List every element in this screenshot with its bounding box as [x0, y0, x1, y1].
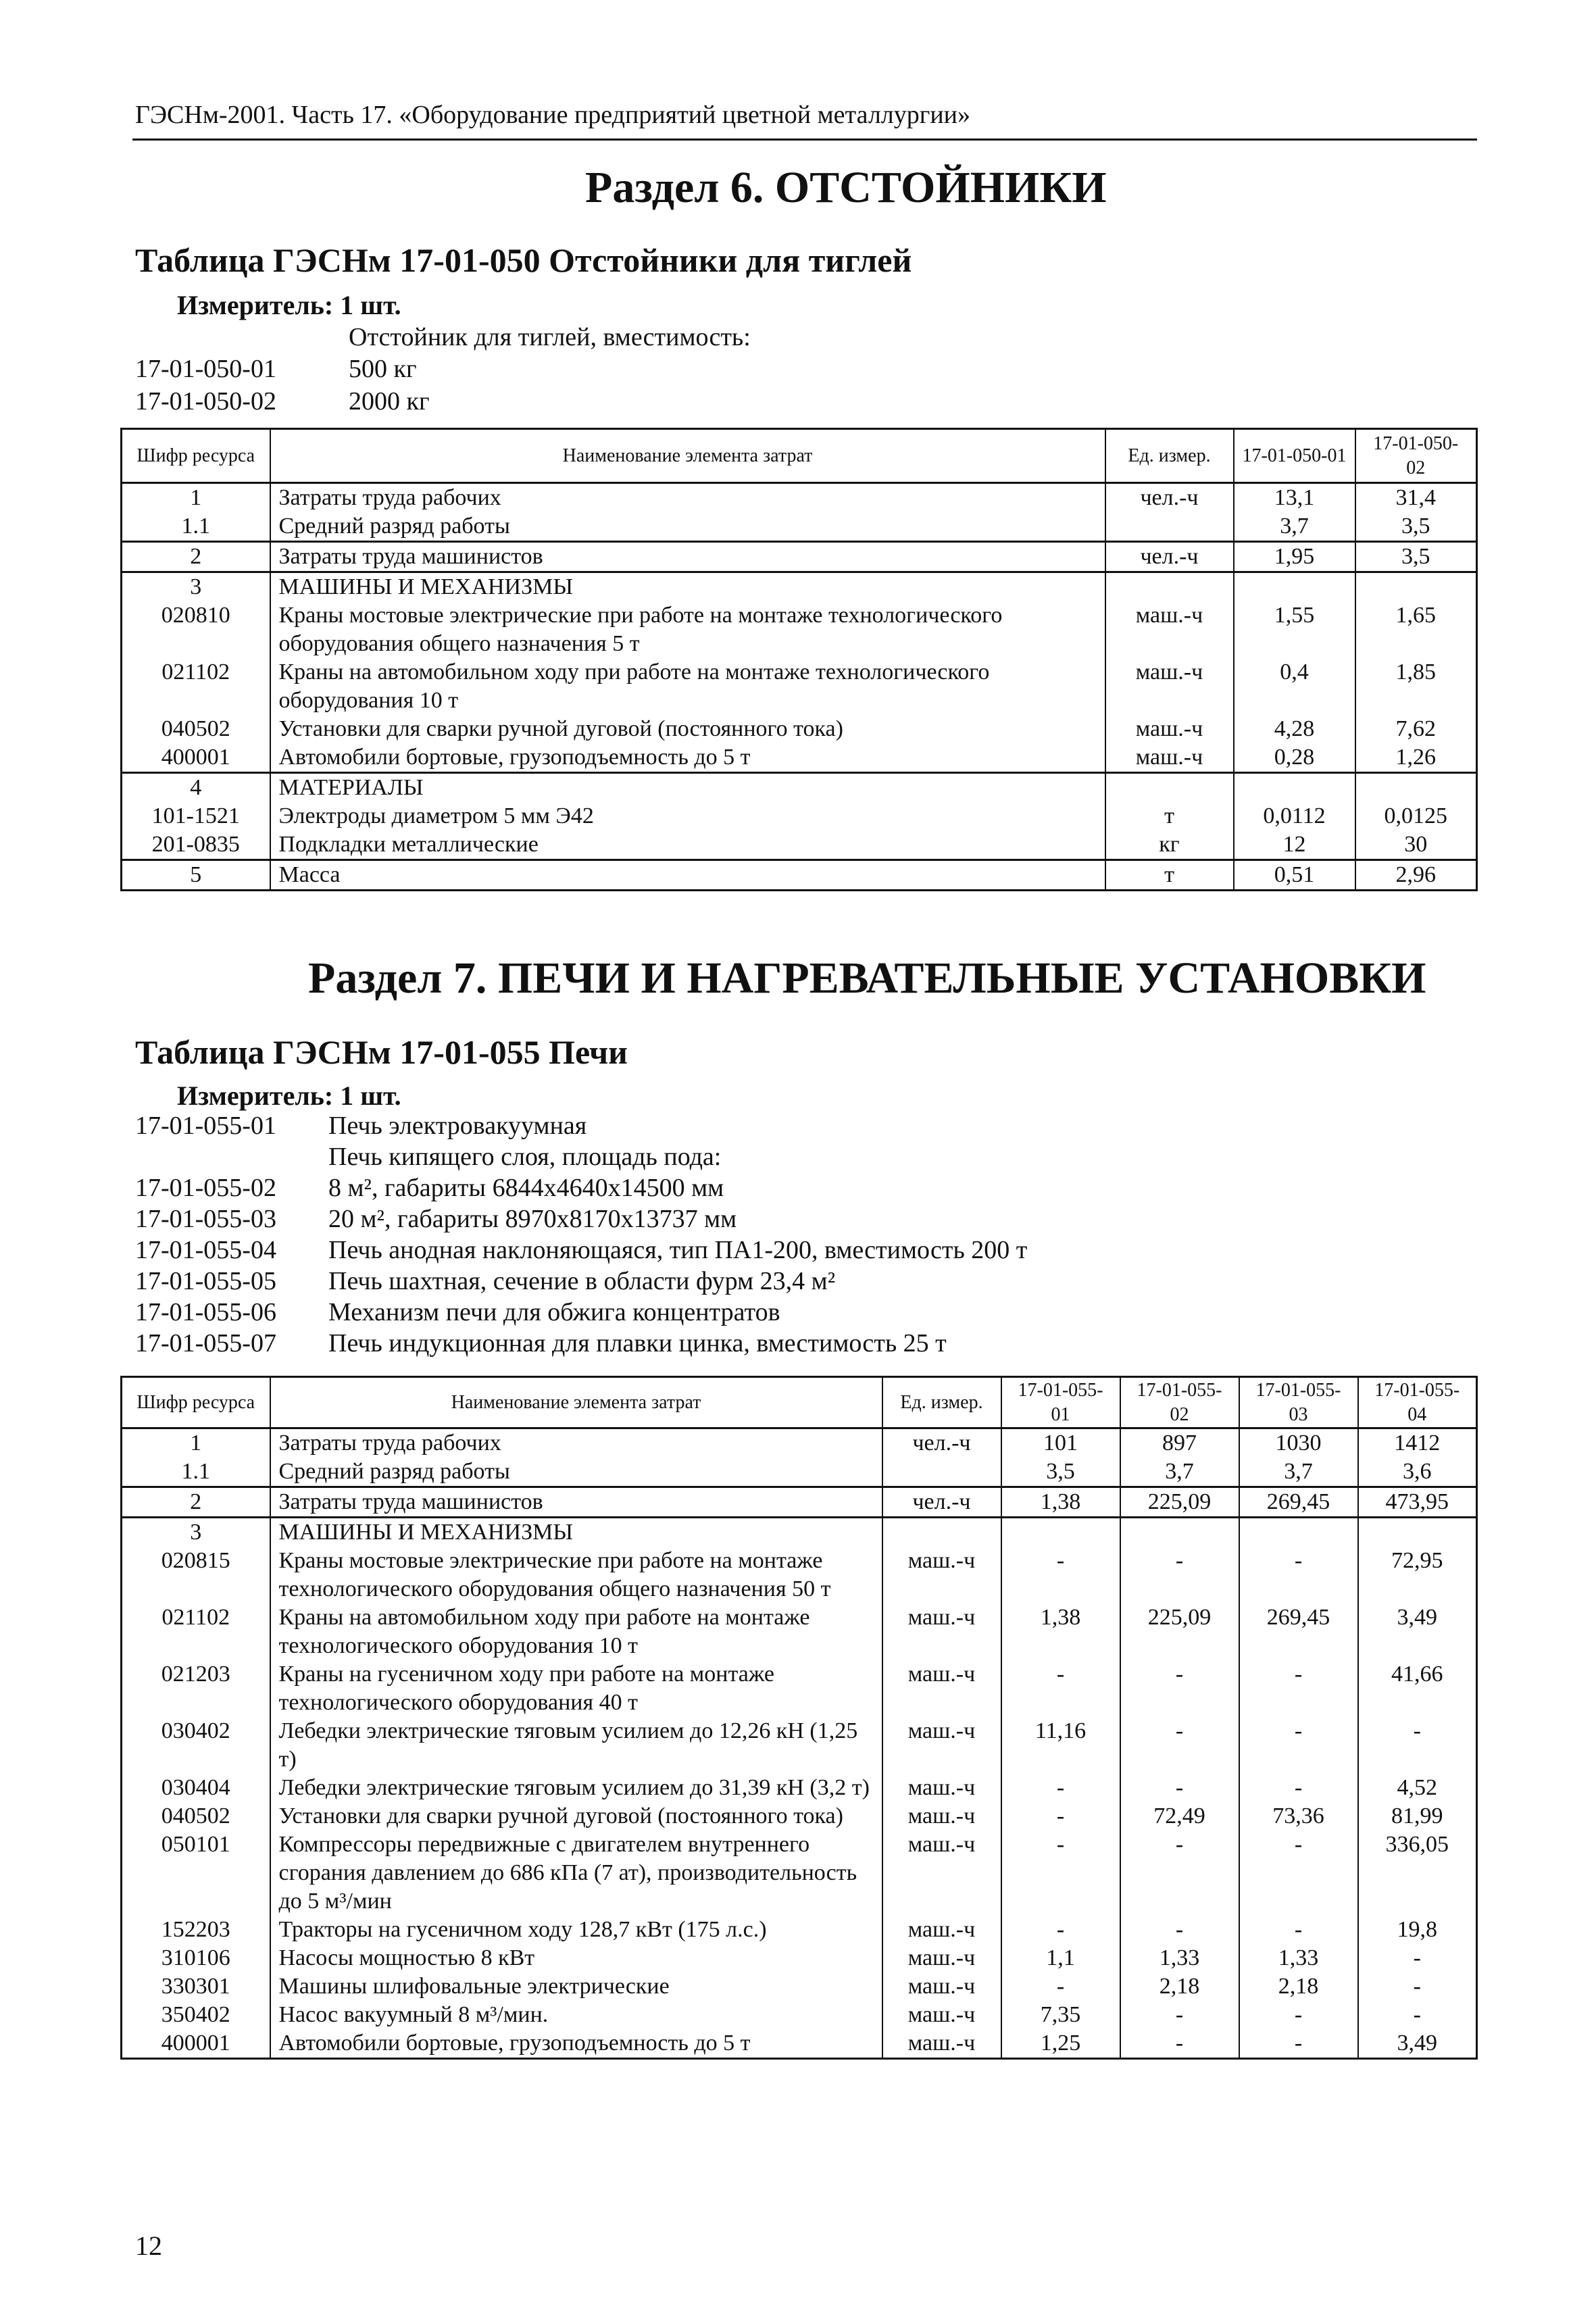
value-cell: 1,55 — [1234, 601, 1355, 658]
cost-element-name: Средний разряд работы — [270, 1458, 882, 1487]
resource-code: 030402 — [122, 1717, 270, 1774]
value-cell: 3,7 — [1120, 1458, 1239, 1487]
cost-element-name: Затраты труда машинистов — [270, 542, 1105, 572]
unit-cell: маш.-ч — [882, 2001, 1001, 2029]
value-cell: - — [1001, 1831, 1120, 1916]
cost-element-name: Электроды диаметром 5 мм Э42 — [270, 802, 1105, 830]
value-cell — [1355, 773, 1477, 803]
value-cell: 225,09 — [1120, 1487, 1239, 1518]
table-row — [122, 743, 1477, 773]
header-col-3: 17-01-055-03 — [1239, 1377, 1358, 1428]
resource-code: 350402 — [122, 2001, 270, 2029]
value-cell: 3,7 — [1239, 1458, 1358, 1487]
value-cell: - — [1120, 1831, 1239, 1916]
cost-element-name: МАШИНЫ И МЕХАНИЗМЫ — [270, 572, 1105, 602]
value-cell: - — [1120, 1916, 1239, 1944]
cost-element-name: Подкладки металлические — [270, 830, 1105, 860]
resource-code: 310106 — [122, 1944, 270, 1972]
value-cell: 0,0125 — [1355, 802, 1477, 830]
resource-code: 1 — [122, 1428, 270, 1458]
unit-cell: маш.-ч — [882, 1972, 1001, 2001]
header-unit: Ед. измер. — [882, 1377, 1001, 1428]
resource-code: 1.1 — [122, 1458, 270, 1487]
header-cost-element: Наименование элемента затрат — [270, 429, 1105, 483]
item-description: Механизм печи для обжига концентратов — [328, 1298, 780, 1326]
value-cell: 1,33 — [1239, 1944, 1358, 1972]
unit-cell — [882, 1518, 1001, 1547]
resource-code: 030404 — [122, 1774, 270, 1802]
value-cell: 1,38 — [1001, 1487, 1120, 1518]
value-cell — [1355, 572, 1477, 602]
table-row — [122, 1916, 1477, 1944]
value-cell: - — [1001, 1916, 1120, 1944]
row-group — [122, 1428, 1477, 1487]
unit-cell: чел.-ч — [882, 1487, 1001, 1518]
table-050-measure: Измеритель: 1 шт. — [177, 290, 401, 320]
item-code: 17-01-050-02 — [135, 387, 276, 416]
cost-element-name: Установки для сварки ручной дуговой (постоянного тока) — [270, 715, 1105, 743]
resource-code: 020810 — [122, 601, 270, 658]
item-code: 17-01-055-01 — [135, 1112, 276, 1140]
table-row — [122, 2029, 1477, 2059]
cost-element-name: Автомобили бортовые, грузоподъемность до 5 т — [270, 743, 1105, 773]
header-col-4: 17-01-055-04 — [1358, 1377, 1477, 1428]
value-cell: 2,18 — [1239, 1972, 1358, 2001]
header-unit: Ед. измер. — [1105, 429, 1234, 483]
unit-cell: маш.-ч — [882, 1774, 1001, 1802]
resource-code: 021102 — [122, 1603, 270, 1660]
table-row — [122, 512, 1477, 542]
value-cell: 0,28 — [1234, 743, 1355, 773]
value-cell: - — [1001, 1802, 1120, 1831]
value-cell — [1234, 773, 1355, 803]
resource-code: 5 — [122, 860, 270, 891]
value-cell: - — [1120, 1774, 1239, 1802]
value-cell: 72,95 — [1358, 1547, 1477, 1603]
table-row — [122, 1428, 1477, 1458]
table-row — [122, 1487, 1477, 1518]
table-row — [122, 1802, 1477, 1831]
resource-code: 040502 — [122, 715, 270, 743]
value-cell: 2,18 — [1120, 1972, 1239, 2001]
cost-element-name: МАШИНЫ И МЕХАНИЗМЫ — [270, 1518, 882, 1547]
cost-element-name: Затраты труда рабочих — [270, 1428, 882, 1458]
item-code: 17-01-055-03 — [135, 1205, 276, 1233]
table-050-title: Таблица ГЭСНм 17-01-050 Отстойники для тиглей — [135, 241, 912, 279]
value-cell: 0,4 — [1234, 658, 1355, 715]
header-col-2: 17-01-055-02 — [1120, 1377, 1239, 1428]
row-group — [122, 1487, 1477, 1518]
item-description: 20 м², габариты 8970х8170х13737 мм — [328, 1205, 737, 1233]
value-cell: - — [1358, 1717, 1477, 1774]
item-description: Печь индукционная для плавки цинка, вместимость 25 т — [328, 1329, 947, 1358]
table-055-measure: Измеритель: 1 шт. — [177, 1080, 401, 1111]
cost-element-name: Краны на автомобильном ходу при работе на монтаже технологического оборудования 10 т — [270, 658, 1105, 715]
cost-element-name: Краны мостовые электрические при работе на монтаже технологического оборудования общего назначения 50 т — [270, 1547, 882, 1603]
item-description: Печь кипящего слоя, площадь пода: — [328, 1143, 722, 1171]
resource-code: 021203 — [122, 1660, 270, 1717]
table-row — [122, 1774, 1477, 1802]
header-cost-element: Наименование элемента затрат — [270, 1377, 882, 1428]
item-description: Печь шахтная, сечение в области фурм 23,4 м² — [328, 1267, 836, 1295]
item-code: 17-01-055-07 — [135, 1329, 276, 1358]
value-cell: 7,62 — [1355, 715, 1477, 743]
value-cell: 13,1 — [1234, 483, 1355, 513]
value-cell: - — [1358, 2001, 1477, 2029]
table-row — [122, 715, 1477, 743]
table-050-intro: Отстойник для тиглей, вместимость: — [349, 323, 751, 351]
unit-cell: кг — [1105, 830, 1234, 860]
value-cell: - — [1001, 1774, 1120, 1802]
value-cell: - — [1239, 2029, 1358, 2059]
value-cell: - — [1001, 1972, 1120, 2001]
resource-code: 021102 — [122, 658, 270, 715]
value-cell: 0,0112 — [1234, 802, 1355, 830]
unit-cell: т — [1105, 802, 1234, 830]
unit-cell — [1105, 512, 1234, 542]
resource-code: 3 — [122, 572, 270, 602]
value-cell: 3,49 — [1358, 1603, 1477, 1660]
value-cell: - — [1120, 1660, 1239, 1717]
unit-cell: т — [1105, 860, 1234, 891]
value-cell: - — [1239, 2001, 1358, 2029]
value-cell: 19,8 — [1358, 1916, 1477, 1944]
header-divider — [132, 139, 1477, 141]
value-cell: 3,5 — [1355, 512, 1477, 542]
header-col-1: 17-01-055-01 — [1001, 1377, 1120, 1428]
row-group — [122, 572, 1477, 773]
resource-code: 201-0835 — [122, 830, 270, 860]
unit-cell: маш.-ч — [882, 1717, 1001, 1774]
table-row — [122, 802, 1477, 830]
table-row — [122, 1547, 1477, 1603]
item-code: 17-01-055-06 — [135, 1298, 276, 1326]
value-cell: 12 — [1234, 830, 1355, 860]
running-header: ГЭСНм-2001. Часть 17. «Оборудование предприятий цветной металлургии» — [135, 101, 971, 129]
cost-element-name: Компрессоры передвижные с двигателем внутреннего сгорания давлением до 686 кПа (7 ат), производительность до 5 м³/мин — [270, 1831, 882, 1916]
value-cell: 1,38 — [1001, 1603, 1120, 1660]
resource-code: 152203 — [122, 1916, 270, 1944]
value-cell: 7,35 — [1001, 2001, 1120, 2029]
cost-element-name: Краны на гусеничном ходу при работе на монтаже технологического оборудования 40 т — [270, 1660, 882, 1717]
table-row — [122, 1458, 1477, 1487]
value-cell: - — [1120, 1717, 1239, 1774]
cost-element-name: Установки для сварки ручной дуговой (постоянного тока) — [270, 1802, 882, 1831]
value-cell: 3,6 — [1358, 1458, 1477, 1487]
value-cell: 336,05 — [1358, 1831, 1477, 1916]
unit-cell: чел.-ч — [1105, 542, 1234, 572]
row-group — [122, 773, 1477, 860]
table-055-title: Таблица ГЭСНм 17-01-055 Печи — [135, 1033, 628, 1071]
value-cell: 101 — [1001, 1428, 1120, 1458]
value-cell: 72,49 — [1120, 1802, 1239, 1831]
value-cell: 3,7 — [1234, 512, 1355, 542]
value-cell: - — [1001, 1660, 1120, 1717]
value-cell: - — [1239, 1547, 1358, 1603]
unit-cell: маш.-ч — [882, 1831, 1001, 1916]
value-cell: 1,33 — [1120, 1944, 1239, 1972]
section-6-title: Раздел 6. ОТСТОЙНИКИ — [585, 163, 1107, 212]
value-cell — [1001, 1518, 1120, 1547]
value-cell — [1358, 1518, 1477, 1547]
item-code: 17-01-055-02 — [135, 1174, 276, 1202]
value-cell: 1,25 — [1001, 2029, 1120, 2059]
unit-cell: маш.-ч — [882, 1660, 1001, 1717]
value-cell — [1120, 1518, 1239, 1547]
unit-cell: маш.-ч — [1105, 743, 1234, 773]
table-row — [122, 1518, 1477, 1547]
value-cell: 31,4 — [1355, 483, 1477, 513]
cost-element-name: Затраты труда рабочих — [270, 483, 1105, 513]
unit-cell: чел.-ч — [882, 1428, 1001, 1458]
resource-code: 050101 — [122, 1831, 270, 1916]
table-row — [122, 601, 1477, 658]
value-cell: - — [1358, 1944, 1477, 1972]
value-cell: 41,66 — [1358, 1660, 1477, 1717]
table-row — [122, 658, 1477, 715]
table-row — [122, 1972, 1477, 2001]
resource-code: 2 — [122, 1487, 270, 1518]
item-code: 17-01-050-01 — [135, 355, 276, 383]
cost-element-name: Автомобили бортовые, грузоподъемность до 5 т — [270, 2029, 882, 2059]
value-cell: 473,95 — [1358, 1487, 1477, 1518]
cost-element-name: Краны на автомобильном ходу при работе на монтаже технологического оборудования 10 т — [270, 1603, 882, 1660]
value-cell: 1,85 — [1355, 658, 1477, 715]
table-row — [122, 1944, 1477, 1972]
item-description: 500 кг — [349, 355, 417, 383]
cost-element-name: Насосы мощностью 8 кВт — [270, 1944, 882, 1972]
resource-code: 400001 — [122, 2029, 270, 2059]
table-row — [122, 1603, 1477, 1660]
table-row — [122, 1717, 1477, 1774]
row-group — [122, 860, 1477, 891]
header-col-2: 17-01-050-02 — [1355, 429, 1477, 483]
value-cell: 225,09 — [1120, 1603, 1239, 1660]
header-resource-code: Шифр ресурса — [122, 429, 270, 483]
item-description: 8 м², габариты 6844х4640х14500 мм — [328, 1174, 724, 1202]
unit-cell: маш.-ч — [882, 1916, 1001, 1944]
table-row — [122, 572, 1477, 602]
table-row — [122, 860, 1477, 891]
value-cell — [1234, 572, 1355, 602]
unit-cell: маш.-ч — [882, 1802, 1001, 1831]
unit-cell — [1105, 773, 1234, 803]
row-group — [122, 1518, 1477, 2059]
resource-code: 1.1 — [122, 512, 270, 542]
value-cell: - — [1358, 1972, 1477, 2001]
cost-element-name: Насос вакуумный 8 м³/мин. — [270, 2001, 882, 2029]
table-row — [122, 542, 1477, 572]
value-cell: - — [1239, 1831, 1358, 1916]
header-resource-code: Шифр ресурса — [122, 1377, 270, 1428]
cost-element-name: Тракторы на гусеничном ходу 128,7 кВт (175 л.с.) — [270, 1916, 882, 1944]
value-cell: 0,51 — [1234, 860, 1355, 891]
table-row — [122, 773, 1477, 803]
item-code: 17-01-055-04 — [135, 1236, 276, 1264]
value-cell: 11,16 — [1001, 1717, 1120, 1774]
value-cell: - — [1239, 1916, 1358, 1944]
cost-element-name: Машины шлифовальные электрические — [270, 1972, 882, 2001]
value-cell: 81,99 — [1358, 1802, 1477, 1831]
page-number: 12 — [135, 2231, 162, 2261]
value-cell: 1,95 — [1234, 542, 1355, 572]
value-cell: 1,1 — [1001, 1944, 1120, 1972]
value-cell: 897 — [1120, 1428, 1239, 1458]
value-cell: - — [1239, 1717, 1358, 1774]
item-description: Печь анодная наклоняющаяся, тип ПА1-200, вместимость 200 т — [328, 1236, 1028, 1264]
resource-code: 020815 — [122, 1547, 270, 1603]
value-cell: 3,49 — [1358, 2029, 1477, 2059]
row-group — [122, 483, 1477, 542]
resource-code: 3 — [122, 1518, 270, 1547]
unit-cell: маш.-ч — [882, 2029, 1001, 2059]
item-code: 17-01-055-05 — [135, 1267, 276, 1295]
item-description: Печь электровакуумная — [328, 1112, 587, 1140]
resource-code: 1 — [122, 483, 270, 513]
value-cell: - — [1120, 2029, 1239, 2059]
unit-cell: маш.-ч — [882, 1603, 1001, 1660]
table-055 — [120, 1376, 1478, 2060]
value-cell: 2,96 — [1355, 860, 1477, 891]
value-cell: 3,5 — [1001, 1458, 1120, 1487]
table-050 — [120, 428, 1478, 891]
row-group — [122, 542, 1477, 572]
unit-cell — [882, 1458, 1001, 1487]
unit-cell: чел.-ч — [1105, 483, 1234, 513]
table-row — [122, 483, 1477, 513]
resource-code: 2 — [122, 542, 270, 572]
value-cell: 4,52 — [1358, 1774, 1477, 1802]
value-cell: - — [1239, 1660, 1358, 1717]
resource-code: 101-1521 — [122, 802, 270, 830]
value-cell: 269,45 — [1239, 1487, 1358, 1518]
table-row — [122, 2001, 1477, 2029]
resource-code: 400001 — [122, 743, 270, 773]
table-row — [122, 1831, 1477, 1916]
cost-element-name: Краны мостовые электрические при работе на монтаже технологического оборудования общего назначения 5 т — [270, 601, 1105, 658]
value-cell: 1,65 — [1355, 601, 1477, 658]
header-col-1: 17-01-050-01 — [1234, 429, 1355, 483]
table-row — [122, 1660, 1477, 1717]
value-cell: 30 — [1355, 830, 1477, 860]
table-row — [122, 830, 1477, 860]
resource-code: 040502 — [122, 1802, 270, 1831]
value-cell: 269,45 — [1239, 1603, 1358, 1660]
unit-cell: маш.-ч — [882, 1547, 1001, 1603]
unit-cell: маш.-ч — [1105, 715, 1234, 743]
resource-code: 330301 — [122, 1972, 270, 2001]
value-cell: - — [1120, 1547, 1239, 1603]
resource-code: 4 — [122, 773, 270, 803]
unit-cell: маш.-ч — [1105, 601, 1234, 658]
cost-element-name: Затраты труда машинистов — [270, 1487, 882, 1518]
unit-cell: маш.-ч — [882, 1944, 1001, 1972]
unit-cell: маш.-ч — [1105, 658, 1234, 715]
value-cell: 4,28 — [1234, 715, 1355, 743]
unit-cell — [1105, 572, 1234, 602]
value-cell: 1412 — [1358, 1428, 1477, 1458]
cost-element-name: Средний разряд работы — [270, 512, 1105, 542]
cost-element-name: Лебедки электрические тяговым усилием до 31,39 кН (3,2 т) — [270, 1774, 882, 1802]
value-cell: 3,5 — [1355, 542, 1477, 572]
cost-element-name: МАТЕРИАЛЫ — [270, 773, 1105, 803]
cost-element-name: Лебедки электрические тяговым усилием до 12,26 кН (1,25 т) — [270, 1717, 882, 1774]
value-cell: 1,26 — [1355, 743, 1477, 773]
section-7-title: Раздел 7. ПЕЧИ И НАГРЕВАТЕЛЬНЫЕ УСТАНОВКИ — [308, 953, 1426, 1003]
value-cell: 1030 — [1239, 1428, 1358, 1458]
cost-element-name: Масса — [270, 860, 1105, 891]
item-description: 2000 кг — [349, 387, 430, 416]
value-cell — [1239, 1518, 1358, 1547]
value-cell: 73,36 — [1239, 1802, 1358, 1831]
value-cell: - — [1239, 1774, 1358, 1802]
value-cell: - — [1120, 2001, 1239, 2029]
value-cell: - — [1001, 1547, 1120, 1603]
